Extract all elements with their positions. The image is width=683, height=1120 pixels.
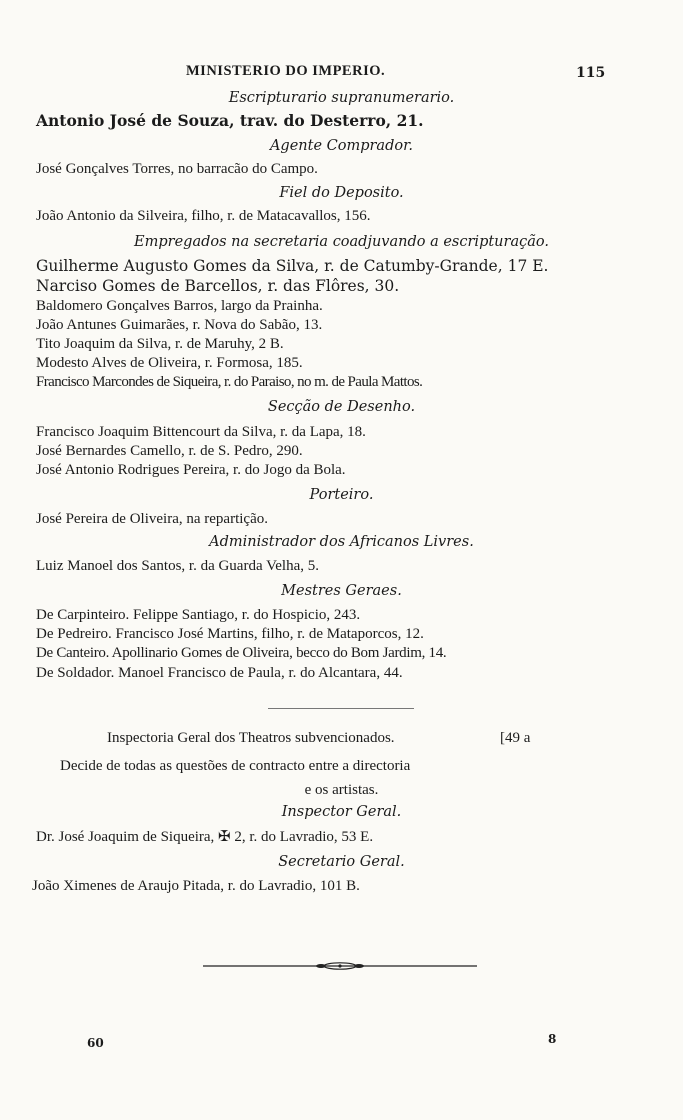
entry: De Canteiro. Apollinario Gomes de Oliveira, becco do Bom Jardim, 14. [36,645,447,661]
section-heading: Administrador dos Africanos Livres. [209,534,474,550]
section-heading: Fiel do Deposito. [279,185,404,201]
entry: Tito Joaquim da Silva, r. de Maruhy, 2 B. [36,336,284,352]
section-heading: Mestres Geraes. [281,583,402,599]
page-number: 115 [576,65,606,81]
ornament-divider [203,962,477,970]
section-heading: Escripturario supranumerario. [228,90,455,106]
entry: José Antonio Rodrigues Pereira, r. do Jogo da Bola. [36,462,346,478]
section-heading: Inspector Geral. [281,804,402,820]
entry: Baldomero Gonçalves Barros, largo da Prainha. [36,298,323,314]
page-title: MINISTERIO DO IMPERIO. [186,63,386,79]
entry: João Antunes Guimarães, r. Nova do Sabão, 13. [36,317,323,333]
section-divider [268,708,414,709]
entry: Luiz Manoel dos Santos, r. da Guarda Velha, 5. [36,558,320,574]
inspectoria-description: Decide de todas as questões de contracto entre a directoria [60,758,411,774]
entry: José Gonçalves Torres, no barracão do Campo. [36,161,318,177]
entry: Dr. José Joaquim de Siqueira, ✠ 2, r. do Lavradio, 53 E. [36,829,374,845]
inspectoria-description: e os artistas. [304,782,379,798]
entry: Francisco Joaquim Bittencourt da Silva, r. da Lapa, 18. [36,424,366,440]
footer-signature-left: 60 [87,1036,104,1050]
section-heading: Empregados na secretaria coadjuvando a escripturação. [134,234,549,250]
entry: Modesto Alves de Oliveira, r. Formosa, 185. [36,355,303,371]
footer-signature-right: 8 [548,1032,557,1046]
section-heading: Secção de Desenho. [267,399,416,415]
entry: De Soldador. Manoel Francisco de Paula, r. do Alcantara, 44. [36,665,403,681]
entry: Guilherme Augusto Gomes da Silva, r. de Catumby-Grande, 17 E. [36,257,549,275]
entry: Narciso Gomes de Barcellos, r. das Flôres, 30. [36,277,400,295]
entry: João Antonio da Silveira, filho, r. de Matacavallos, 156. [36,208,371,224]
inspectoria-title: Inspectoria Geral dos Theatros subvencionados. [107,730,395,746]
entry: José Pereira de Oliveira, na repartição. [36,511,268,527]
inspectoria-ref: [49 a [500,730,531,746]
entry: João Ximenes de Araujo Pitada, r. do Lavradio, 101 B. [32,878,360,894]
entry: Francisco Marcondes de Siqueira, r. do Paraiso, no m. de Paula Mattos. [36,374,423,390]
entry: De Pedreiro. Francisco José Martins, filho, r. de Mataporcos, 12. [36,626,424,642]
entry: Antonio José de Souza, trav. do Desterro, 21. [36,111,424,130]
entry: De Carpinteiro. Felippe Santiago, r. do Hospicio, 243. [36,607,361,623]
entry: José Bernardes Camello, r. de S. Pedro, 290. [36,443,303,459]
section-heading: Secretario Geral. [278,854,405,870]
section-heading: Agente Comprador. [269,138,414,154]
section-heading: Porteiro. [309,487,374,503]
